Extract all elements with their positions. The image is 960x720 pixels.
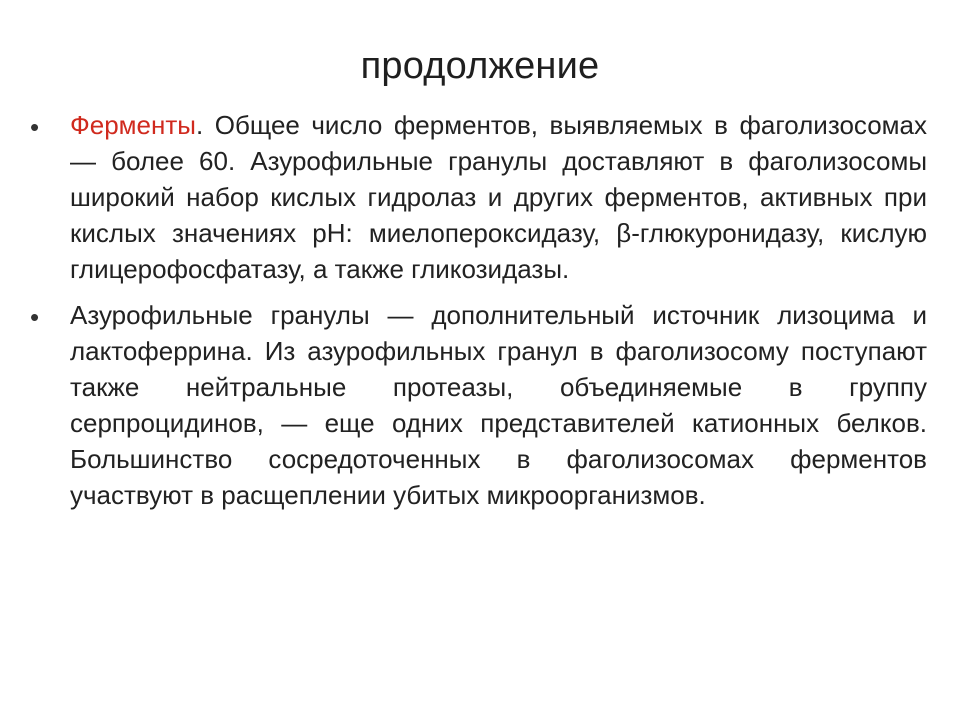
bullet-body: Азурофильные гранулы — дополнительный источник лизоцима и лактоферрина. Из азурофильных гранул в фаголизосому поступают также нейтральные протеазы, объединяемые в группу серпроцидинов, — еще одних представителей катионных белков. Большинство сосредоточенных в фаголизосомах ферментов участвуют в расщеплении убитых микроорганизмов. [70,300,927,510]
bullet-list [30,107,927,523]
slide-title: продолжение [360,45,600,87]
bullet-item-enzymes [30,107,927,287]
highlight-term: Ферменты [70,110,196,140]
bullet-item-azurophil-granules [30,297,927,513]
bullet-dot-icon: • [30,112,40,142]
bullet-dot-icon: • [30,302,40,332]
bullet-body: . Общее число ферментов, выявляемых в фаголизосомах — более 60. Азурофильные гранулы доставляют в фаголизосомы широкий набор кислых гидролаз и других ферментов, активных при кислых значениях pH: миелопероксидазу, β-глюкуронидазу, кислую глицерофосфатазу, а также гликозидазы. [70,110,927,284]
bullet-text [70,107,927,287]
bullet-text [70,297,927,513]
